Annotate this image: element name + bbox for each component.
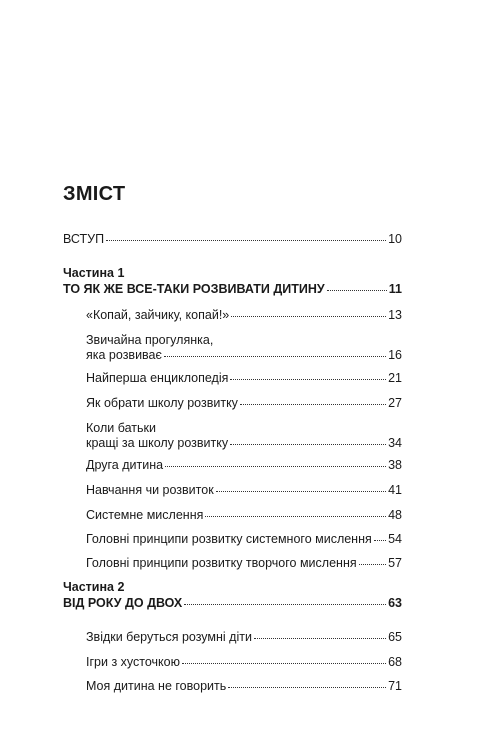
entry-page: 68	[388, 655, 402, 669]
entry-title: Як обрати школу розвитку	[86, 396, 238, 410]
part-label-2: Частина 2	[63, 580, 125, 594]
dot-leader	[240, 404, 386, 405]
toc-entry[interactable]	[86, 556, 402, 571]
entry-page: 21	[388, 371, 402, 385]
entry-title: Головні принципи розвитку системного мислення	[86, 532, 372, 546]
dot-leader	[359, 564, 386, 565]
toc-heading: ЗМІСТ	[63, 183, 126, 205]
part-title: ВІД РОКУ ДО ДВОХ	[63, 596, 183, 610]
entry-title: Системне мислення	[86, 508, 204, 522]
entry-page: 54	[388, 532, 402, 546]
entry-title: ВСТУП	[63, 232, 105, 246]
toc-entry[interactable]	[86, 483, 402, 498]
dot-leader	[216, 491, 386, 492]
entry-page: 63	[388, 596, 402, 610]
entry-title: Звідки беруться розумні діти	[86, 630, 252, 644]
dot-leader	[228, 687, 386, 688]
dot-leader	[184, 604, 386, 605]
dot-leader	[230, 444, 386, 445]
dot-leader	[182, 663, 386, 664]
entry-title: Друга дитина	[86, 458, 164, 472]
part-label-1: Частина 1	[63, 266, 125, 280]
dot-leader	[165, 466, 386, 467]
toc-entry[interactable]	[86, 458, 402, 473]
entry-title: «Копай, зайчику, копай!»	[86, 308, 230, 322]
dot-leader	[230, 379, 386, 380]
toc-entry[interactable]	[86, 333, 402, 363]
dot-leader	[164, 356, 386, 357]
dot-leader	[106, 240, 386, 241]
entry-page: 65	[388, 630, 402, 644]
dot-leader	[254, 638, 386, 639]
entry-title: Моя дитина не говорить	[86, 679, 227, 693]
entry-page: 57	[388, 556, 402, 570]
toc-entry[interactable]	[86, 630, 402, 645]
dot-leader	[231, 316, 386, 317]
entry-title-line: Коли батьки	[86, 421, 156, 435]
entry-title: Найперша енциклопедія	[86, 371, 229, 385]
entry-page: 11	[388, 282, 402, 296]
entry-page: 48	[388, 508, 402, 522]
entry-title: кращі за школу розвитку	[86, 436, 229, 450]
entry-page: 16	[388, 348, 402, 362]
toc-entry[interactable]	[86, 655, 402, 670]
dot-leader	[374, 540, 386, 541]
part-title: ТО ЯК ЖЕ ВСЕ-ТАКИ РОЗВИВАТИ ДИТИНУ	[63, 282, 325, 296]
toc-entry-part-1[interactable]	[63, 282, 402, 297]
toc-entry[interactable]	[86, 421, 402, 451]
entry-page: 34	[388, 436, 402, 450]
entry-page: 10	[388, 232, 402, 246]
toc-entry[interactable]	[86, 396, 402, 411]
toc-entry[interactable]	[86, 508, 402, 523]
entry-page: 41	[388, 483, 402, 497]
dot-leader	[327, 290, 387, 291]
entry-title: Головні принципи розвитку творчого мислення	[86, 556, 357, 570]
entry-title: Навчання чи розвиток	[86, 483, 214, 497]
toc-entry[interactable]	[86, 532, 402, 547]
toc-entry[interactable]	[86, 308, 402, 323]
toc-entry-intro[interactable]	[63, 232, 402, 247]
entry-page: 13	[388, 308, 402, 322]
toc-entry-part-2[interactable]	[63, 596, 402, 611]
toc-entry[interactable]	[86, 371, 402, 386]
entry-title: Ігри з хусточкою	[86, 655, 180, 669]
entry-title: яка розвиває	[86, 348, 162, 362]
toc-entry[interactable]	[86, 679, 402, 694]
entry-page: 27	[388, 396, 402, 410]
entry-page: 71	[388, 679, 402, 693]
dot-leader	[205, 516, 386, 517]
entry-page: 38	[388, 458, 402, 472]
entry-title-line: Звичайна прогулянка,	[86, 333, 214, 347]
